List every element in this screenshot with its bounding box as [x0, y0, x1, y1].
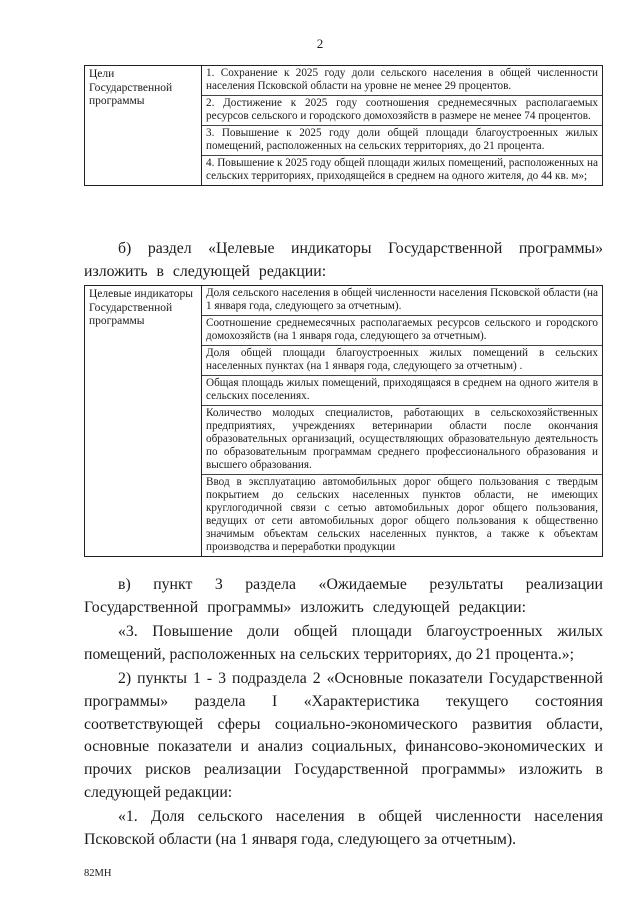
paragraph-quote-3: «3. Повышение доли общей площади благоустроенных жилых помещений, расположенных на сельских территориях, до 21 процента.»;: [84, 623, 603, 663]
goals-table: [84, 65, 603, 186]
goal-item: 4. Повышение к 2025 году общей площади жилых помещений, расположенных на сельских территориях, приходящейся в среднем на одного жителя, до 44 кв. м»;: [202, 155, 602, 185]
indicators-table: [84, 285, 603, 557]
indicators-content: [202, 286, 603, 557]
indicators-label: Целевые индикаторы Государственной программы: [85, 286, 202, 557]
goal-item: 3. Повышение к 2025 году доли общей площади благоустроенных жилых помещений, расположенных на сельских территориях, до 21 процента.: [202, 125, 602, 155]
page-number: 2: [316, 36, 324, 51]
indicator-item: Общая площадь жилых помещений, приходящаяся в среднем на одного жителя в сельских поселениях.: [202, 375, 602, 405]
goal-item: 2. Достижение к 2025 году соотношения среднемесячных располагаемых ресурсов сельского и городского домохозяйств в размере не менее 74 процентов.: [202, 95, 602, 125]
indicator-item: Ввод в эксплуатацию автомобильных дорог общего пользования с твердым покрытием до сельских населенных пунктов области, не имеющих круглогодичной связи с сетью автомобильных дорог общего пользования, ведущих от сети автомобильных дорог общего пользования к общественно значимым объектам сельских населенных пунктов, а также к объектам производства и переработки продукции: [202, 474, 602, 556]
paragraph-quote-1: «1. Доля сельского населения в общей численности населения Псковской области (на 1 января года, следующего за отчетным).: [84, 808, 603, 848]
indicator-item: Доля сельского населения в общей численности населения Псковской области (на 1 января года, следующего за отчетным).: [206, 287, 598, 312]
goals-label: Цели Государственной программы: [85, 66, 202, 186]
goals-content: [202, 66, 603, 186]
goal-item: 1. Сохранение к 2025 году доли сельского населения в общей численности населения Псковской области на уровне не менее 29 процентов.: [206, 67, 598, 92]
paragraph-b: б) раздел «Целевые индикаторы Государственной программы» изложить в следующей редакции:: [84, 240, 603, 280]
indicator-item: Количество молодых специалистов, работающих в сельскохозяйственных предприятиях, учреждениях ветеринарии области после окончания образовательных организаций, осуществляющих образовательную деятельность по образовательным программам среднего профессионального образования и высшего образования.: [202, 405, 602, 474]
paragraph-v: в) пункт 3 раздела «Ожидаемые результаты реализации Государственной программы» изложить следующей редакции:: [84, 576, 603, 616]
indicator-item: Соотношение среднемесячных располагаемых ресурсов сельского и городского домохозяйств (на 1 января года, следующего за отчетным).: [202, 315, 602, 345]
paragraph-2: 2) пункты 1 - 3 подраздела 2 «Основные показатели Государственной программы» раздела I «Характеристика текущего состояния соответствующей сферы социально-экономического развития области, основные показатели и анализ социальных, финансово-экономических и прочих рисков реализации Государственной программы» изложить в следующей редакции:: [84, 670, 603, 801]
document-code: 82МН: [84, 868, 112, 879]
indicator-item: Доля общей площади благоустроенных жилых помещений в сельских населенных пунктах (на 1 января года, следующего за отчетным) .: [202, 345, 602, 375]
